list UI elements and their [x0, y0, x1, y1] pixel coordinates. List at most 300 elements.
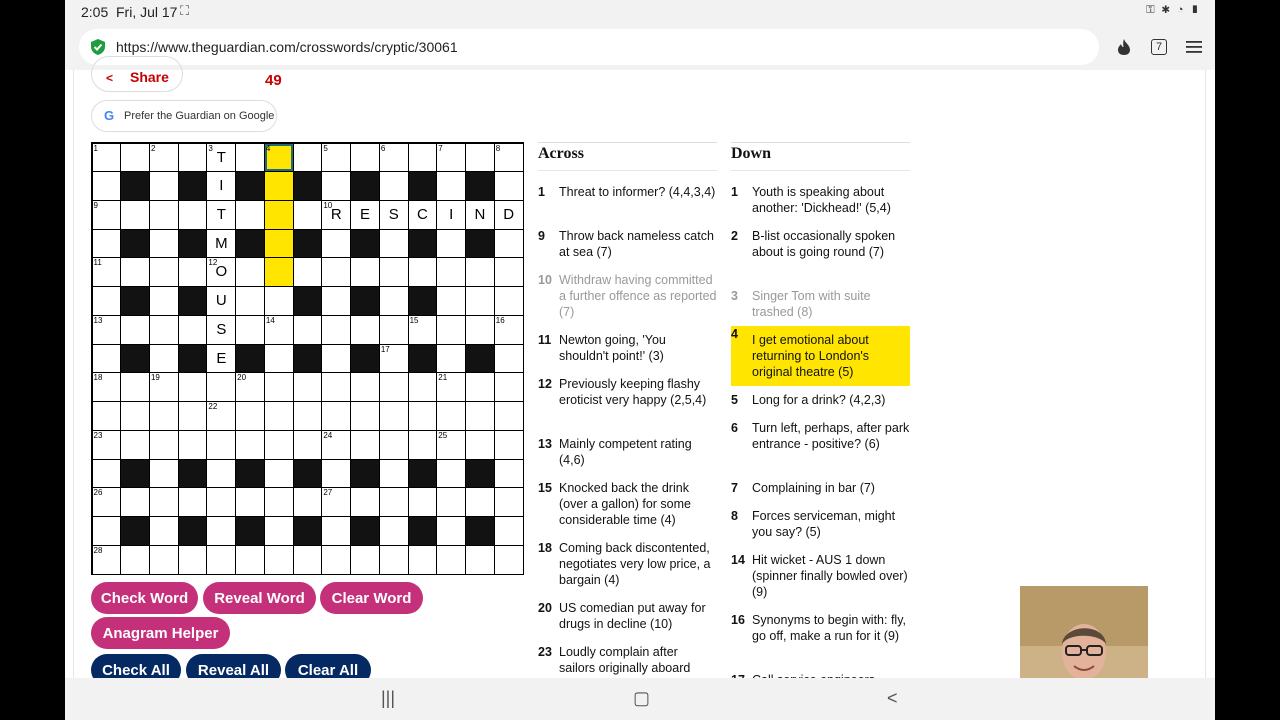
- grid-cell[interactable]: [351, 316, 379, 344]
- cell-number: 23: [93, 430, 103, 440]
- grid-cell[interactable]: [265, 258, 293, 286]
- share-label: Share: [130, 69, 169, 85]
- down-clue[interactable]: [731, 392, 910, 408]
- grid-cell[interactable]: [93, 431, 121, 459]
- grid-cell[interactable]: [265, 373, 293, 401]
- cell-letter: D: [503, 205, 515, 223]
- clue-text: US comedian put away for drugs in decline (10): [559, 601, 706, 631]
- clear-word-button[interactable]: Clear Word: [320, 582, 423, 614]
- grid-cell[interactable]: [466, 316, 494, 344]
- grid-cell[interactable]: [93, 201, 121, 229]
- cell-number: 11: [93, 258, 102, 268]
- cell-number: 2: [150, 143, 156, 153]
- grid-cell[interactable]: [322, 258, 350, 286]
- grid-cell[interactable]: [437, 172, 465, 200]
- grid-cell[interactable]: [121, 258, 149, 286]
- cell-number: 27: [323, 488, 333, 498]
- clue-text: Synonyms to begin with: fly, go off, make a run for it (9): [752, 613, 907, 643]
- cell-letter: E: [216, 349, 227, 367]
- grid-cell[interactable]: [294, 144, 322, 172]
- grid-cell[interactable]: [322, 488, 350, 516]
- grid-cell[interactable]: [93, 172, 121, 200]
- clear-all-button[interactable]: Clear All: [285, 654, 371, 686]
- grid-cell[interactable]: [93, 460, 121, 488]
- grid-cell[interactable]: [409, 402, 437, 430]
- clue-number: 14: [731, 553, 745, 567]
- grid-cell[interactable]: [466, 402, 494, 430]
- grid-cell[interactable]: [150, 172, 178, 200]
- grid-cell[interactable]: [322, 230, 350, 258]
- grid-cell[interactable]: [495, 546, 523, 574]
- flame-icon[interactable]: [1113, 36, 1135, 58]
- grid-cell[interactable]: [466, 431, 494, 459]
- grid-cell[interactable]: [207, 345, 235, 373]
- grid-cell[interactable]: [495, 345, 523, 373]
- grid-block: [351, 172, 379, 200]
- grid-cell[interactable]: [236, 373, 264, 401]
- grid-cell[interactable]: [150, 201, 178, 229]
- grid-cell[interactable]: [495, 316, 523, 344]
- grid-cell[interactable]: [207, 287, 235, 315]
- grid-cell[interactable]: [495, 230, 523, 258]
- grid-cell[interactable]: [409, 316, 437, 344]
- grid-cell[interactable]: [121, 373, 149, 401]
- grid-cell[interactable]: [466, 488, 494, 516]
- across-clue[interactable]: [538, 436, 717, 468]
- grid-cell[interactable]: [380, 230, 408, 258]
- grid-block: [121, 460, 149, 488]
- system-status-icons: ⚿ ✱ ◔ ▮: [1146, 4, 1201, 16]
- grid-cell[interactable]: [93, 402, 121, 430]
- grid-cell[interactable]: [150, 144, 178, 172]
- grid-cell[interactable]: [409, 144, 437, 172]
- grid-cell[interactable]: [236, 287, 264, 315]
- grid-cell[interactable]: [150, 546, 178, 574]
- down-clue[interactable]: [731, 612, 910, 644]
- grid-cell[interactable]: [207, 258, 235, 286]
- grid-cell[interactable]: [380, 517, 408, 545]
- clue-number: 5: [731, 393, 738, 407]
- grid-cell[interactable]: [93, 144, 121, 172]
- cell-number: 24: [323, 430, 333, 440]
- grid-cell[interactable]: [322, 402, 350, 430]
- grid-cell[interactable]: [495, 172, 523, 200]
- grid-cell[interactable]: [121, 488, 149, 516]
- grid-cell[interactable]: [466, 201, 494, 229]
- clue-text: Complaining in bar (7): [752, 481, 875, 495]
- grid-cell[interactable]: [121, 431, 149, 459]
- down-clue[interactable]: [731, 552, 910, 600]
- grid-cell[interactable]: [265, 345, 293, 373]
- grid-cell[interactable]: [150, 373, 178, 401]
- clue-text: Knocked back the drink (over a gallon) for some considerable time (4): [559, 481, 692, 527]
- cell-letter: I: [219, 177, 224, 195]
- grid-cell[interactable]: [409, 201, 437, 229]
- grid-cell[interactable]: [495, 488, 523, 516]
- grid-cell[interactable]: [351, 546, 379, 574]
- reveal-all-button[interactable]: Reveal All: [186, 654, 281, 686]
- across-clue[interactable]: [538, 332, 717, 364]
- grid-cell[interactable]: [93, 316, 121, 344]
- grid-cell[interactable]: [207, 402, 235, 430]
- back-icon[interactable]: <: [887, 688, 898, 708]
- grid-cell[interactable]: [265, 460, 293, 488]
- grid-cell[interactable]: [466, 287, 494, 315]
- across-clue[interactable]: [538, 600, 717, 632]
- clue-text: Youth is speaking about another: 'Dickhead!' (5,4): [752, 185, 891, 215]
- cell-letter: R: [330, 205, 342, 223]
- grid-cell[interactable]: [380, 316, 408, 344]
- clue-text: Hit wicket - AUS 1 down (spinner finally bowled over) (9): [752, 553, 908, 599]
- grid-block: [466, 230, 494, 258]
- tabs-icon[interactable]: 7: [1151, 39, 1167, 55]
- grid-cell[interactable]: [351, 144, 379, 172]
- grid-cell[interactable]: [294, 402, 322, 430]
- grid-cell[interactable]: [437, 345, 465, 373]
- grid-cell[interactable]: [93, 230, 121, 258]
- grid-cell[interactable]: [495, 201, 523, 229]
- grid-cell[interactable]: [322, 517, 350, 545]
- grid-cell[interactable]: [236, 201, 264, 229]
- grid-cell[interactable]: [179, 144, 207, 172]
- grid-cell[interactable]: [437, 230, 465, 258]
- grid-cell[interactable]: [294, 373, 322, 401]
- grid-cell[interactable]: [93, 287, 121, 315]
- clue-number: 1: [538, 185, 545, 199]
- cell-number: 7: [438, 143, 443, 153]
- grid-cell[interactable]: [322, 287, 350, 315]
- cell-number: 13: [93, 315, 103, 325]
- grid-cell[interactable]: [495, 373, 523, 401]
- grid-cell[interactable]: [294, 431, 322, 459]
- grid-cell[interactable]: [150, 258, 178, 286]
- grid-cell[interactable]: [150, 517, 178, 545]
- grid-cell[interactable]: [322, 172, 350, 200]
- grid-cell[interactable]: [322, 373, 350, 401]
- grid-cell[interactable]: [265, 402, 293, 430]
- grid-cell[interactable]: [437, 402, 465, 430]
- grid-cell[interactable]: [93, 258, 121, 286]
- grid-cell[interactable]: [409, 258, 437, 286]
- grid-cell[interactable]: [236, 488, 264, 516]
- grid-cell[interactable]: [380, 201, 408, 229]
- grid-cell[interactable]: [437, 258, 465, 286]
- grid-cell[interactable]: [207, 373, 235, 401]
- grid-cell[interactable]: [150, 230, 178, 258]
- clue-text: Loudly complain after sailors originally aboard: [559, 645, 691, 675]
- recent-apps-icon[interactable]: |||: [381, 688, 396, 708]
- grid-block: [121, 287, 149, 315]
- grid-cell[interactable]: [207, 431, 235, 459]
- grid-cell[interactable]: [150, 460, 178, 488]
- grid-block: [294, 517, 322, 545]
- grid-block: [409, 287, 437, 315]
- grid-cell[interactable]: [495, 287, 523, 315]
- clue-number: 10: [538, 273, 552, 287]
- grid-cell[interactable]: [265, 230, 293, 258]
- clue-text: Newton going, 'You shouldn't point!' (3): [559, 333, 666, 363]
- grid-cell[interactable]: [466, 258, 494, 286]
- grid-block: [294, 287, 322, 315]
- grid-block: [466, 517, 494, 545]
- clue-text: I get emotional about returning to London's original theatre (5): [752, 333, 870, 379]
- grid-cell[interactable]: [294, 201, 322, 229]
- grid-cell[interactable]: [150, 488, 178, 516]
- grid-cell[interactable]: [294, 488, 322, 516]
- clue-text: Long for a drink? (4,2,3): [752, 393, 886, 407]
- grid-cell[interactable]: [236, 546, 264, 574]
- grid-cell[interactable]: [380, 287, 408, 315]
- down-clue[interactable]: [731, 420, 910, 452]
- grid-cell[interactable]: [322, 345, 350, 373]
- clue-number: 23: [538, 645, 552, 659]
- grid-cell[interactable]: [179, 402, 207, 430]
- grid-cell[interactable]: [322, 546, 350, 574]
- grid-cell[interactable]: [121, 402, 149, 430]
- clue-text: Previously keeping flashy eroticist very happy (2,5,4): [559, 377, 707, 407]
- cell-letter: O: [215, 263, 228, 281]
- anagram-helper-button[interactable]: Anagram Helper: [91, 617, 230, 649]
- grid-cell[interactable]: [236, 316, 264, 344]
- grid-cell[interactable]: [495, 258, 523, 286]
- grid-cell[interactable]: [409, 546, 437, 574]
- cell-number: 19: [150, 373, 160, 383]
- across-clue[interactable]: [538, 480, 717, 528]
- cell-letter: T: [216, 148, 226, 166]
- grid-cell[interactable]: [150, 345, 178, 373]
- grid-cell[interactable]: [409, 373, 437, 401]
- cell-number: 16: [495, 315, 505, 325]
- grid-cell[interactable]: [121, 316, 149, 344]
- grid-block: [236, 172, 264, 200]
- grid-cell[interactable]: [322, 144, 350, 172]
- grid-cell[interactable]: [437, 488, 465, 516]
- grid-cell[interactable]: [294, 546, 322, 574]
- grid-cell[interactable]: [179, 316, 207, 344]
- grid-cell[interactable]: [495, 431, 523, 459]
- grid-cell[interactable]: [207, 201, 235, 229]
- grid-cell[interactable]: [236, 402, 264, 430]
- grid-cell[interactable]: [265, 172, 293, 200]
- grid-block: [121, 172, 149, 200]
- grid-cell[interactable]: [179, 546, 207, 574]
- grid-cell[interactable]: [179, 431, 207, 459]
- grid-cell[interactable]: [322, 431, 350, 459]
- down-clue[interactable]: [731, 288, 910, 320]
- grid-cell[interactable]: [93, 546, 121, 574]
- down-clue[interactable]: [731, 326, 910, 386]
- crossword-grid[interactable]: [91, 142, 524, 575]
- home-icon[interactable]: ▢: [633, 688, 651, 708]
- grid-cell[interactable]: [495, 402, 523, 430]
- grid-block: [294, 460, 322, 488]
- grid-cell[interactable]: [121, 546, 149, 574]
- grid-cell[interactable]: [207, 316, 235, 344]
- grid-cell[interactable]: [495, 144, 523, 172]
- grid-cell[interactable]: [265, 517, 293, 545]
- menu-icon[interactable]: [1183, 36, 1205, 58]
- grid-cell[interactable]: [409, 488, 437, 516]
- grid-cell[interactable]: [437, 431, 465, 459]
- clue-number: 2: [731, 229, 738, 243]
- grid-cell[interactable]: [409, 431, 437, 459]
- grid-cell[interactable]: [150, 402, 178, 430]
- grid-cell[interactable]: [466, 144, 494, 172]
- grid-cell[interactable]: [265, 431, 293, 459]
- grid-cell[interactable]: [179, 373, 207, 401]
- grid-cell[interactable]: [351, 201, 379, 229]
- grid-cell[interactable]: [380, 431, 408, 459]
- grid-cell[interactable]: [380, 345, 408, 373]
- grid-cell[interactable]: [93, 373, 121, 401]
- across-clue[interactable]: [538, 228, 717, 260]
- grid-cell[interactable]: [179, 258, 207, 286]
- check-word-button[interactable]: Check Word: [91, 582, 198, 614]
- grid-cell[interactable]: [322, 316, 350, 344]
- grid-cell[interactable]: [121, 144, 149, 172]
- across-clue[interactable]: [538, 376, 717, 408]
- grid-cell[interactable]: [351, 488, 379, 516]
- grid-cell[interactable]: [93, 345, 121, 373]
- grid-cell[interactable]: [495, 460, 523, 488]
- grid-cell[interactable]: [437, 546, 465, 574]
- cell-number: 14: [265, 315, 275, 325]
- grid-cell[interactable]: [437, 316, 465, 344]
- clue-text: Coming back discontented, negotiates very low price, a bargain (4): [559, 541, 711, 587]
- grid-cell[interactable]: [207, 546, 235, 574]
- across-heading: [538, 142, 717, 172]
- grid-cell[interactable]: [236, 258, 264, 286]
- down-clue[interactable]: [731, 228, 910, 260]
- grid-cell[interactable]: [380, 402, 408, 430]
- grid-cell[interactable]: [207, 172, 235, 200]
- grid-cell[interactable]: [437, 373, 465, 401]
- grid-cell[interactable]: [265, 287, 293, 315]
- comment-count[interactable]: 49: [265, 72, 282, 89]
- cell-number: 3: [208, 143, 213, 153]
- down-clue[interactable]: [731, 480, 910, 496]
- grid-cell[interactable]: [437, 517, 465, 545]
- cell-letter: N: [474, 205, 486, 223]
- screenshot-icon: ⛶: [180, 3, 190, 18]
- grid-cell[interactable]: [265, 144, 293, 172]
- cell-letter: M: [215, 234, 228, 252]
- address-bar[interactable]: [79, 29, 1099, 65]
- grid-cell[interactable]: [380, 546, 408, 574]
- grid-cell[interactable]: [294, 258, 322, 286]
- across-clue[interactable]: [538, 272, 717, 320]
- grid-cell[interactable]: [265, 201, 293, 229]
- grid-block: [294, 230, 322, 258]
- cell-number: 26: [93, 488, 103, 498]
- clue-text: Forces serviceman, might you say? (5): [752, 509, 896, 539]
- clue-number: 7: [731, 481, 738, 495]
- across-clue[interactable]: [538, 184, 717, 200]
- grid-cell[interactable]: [265, 546, 293, 574]
- down-clue[interactable]: [731, 508, 910, 540]
- url-text: https://www.theguardian.com/crosswords/cryptic/30061: [116, 39, 458, 55]
- across-clue[interactable]: [538, 540, 717, 588]
- grid-block: [236, 345, 264, 373]
- down-clue[interactable]: [731, 184, 910, 216]
- grid-cell[interactable]: [351, 258, 379, 286]
- grid-cell[interactable]: [380, 460, 408, 488]
- grid-cell[interactable]: [351, 402, 379, 430]
- grid-cell[interactable]: [437, 144, 465, 172]
- grid-cell[interactable]: [150, 316, 178, 344]
- grid-block: [236, 460, 264, 488]
- grid-cell[interactable]: [322, 201, 350, 229]
- grid-cell[interactable]: [121, 201, 149, 229]
- cell-number: 25: [438, 430, 448, 440]
- cell-letter: E: [359, 205, 370, 223]
- cell-number: 8: [495, 143, 501, 153]
- grid-block: [294, 172, 322, 200]
- grid-cell[interactable]: [207, 230, 235, 258]
- page-content: [65, 70, 1215, 678]
- grid-cell[interactable]: [380, 488, 408, 516]
- grid-cell[interactable]: [207, 517, 235, 545]
- grid-cell[interactable]: [207, 460, 235, 488]
- grid-cell[interactable]: [437, 201, 465, 229]
- clue-number: 3: [731, 289, 738, 303]
- grid-cell[interactable]: [93, 517, 121, 545]
- cell-number: 5: [323, 143, 328, 153]
- grid-cell[interactable]: [236, 144, 264, 172]
- cell-number: 21: [438, 373, 448, 383]
- grid-cell[interactable]: [380, 172, 408, 200]
- prefer-guardian-button[interactable]: [91, 100, 277, 132]
- grid-cell[interactable]: [437, 287, 465, 315]
- grid-cell[interactable]: [150, 287, 178, 315]
- share-button[interactable]: [91, 56, 183, 92]
- grid-cell[interactable]: [380, 258, 408, 286]
- grid-cell[interactable]: [437, 460, 465, 488]
- grid-cell[interactable]: [179, 488, 207, 516]
- grid-cell[interactable]: [265, 488, 293, 516]
- grid-cell[interactable]: [380, 373, 408, 401]
- cell-number: 12: [208, 258, 218, 268]
- grid-cell[interactable]: [495, 517, 523, 545]
- clue-text: B-list occasionally spoken about is going round (7): [752, 229, 896, 259]
- grid-block: [179, 230, 207, 258]
- grid-cell[interactable]: [150, 431, 178, 459]
- grid-cell[interactable]: [265, 316, 293, 344]
- cell-letter: U: [215, 292, 227, 310]
- clue-number: 1: [731, 185, 738, 199]
- cell-letter: S: [216, 320, 227, 338]
- reveal-word-button[interactable]: Reveal Word: [203, 582, 316, 614]
- grid-cell[interactable]: [466, 546, 494, 574]
- grid-cell[interactable]: [466, 373, 494, 401]
- grid-cell[interactable]: [179, 201, 207, 229]
- grid-block: [351, 460, 379, 488]
- grid-cell[interactable]: [236, 431, 264, 459]
- grid-cell[interactable]: [93, 488, 121, 516]
- grid-cell[interactable]: [351, 373, 379, 401]
- grid-cell[interactable]: [380, 144, 408, 172]
- cell-number: 1: [93, 143, 98, 153]
- grid-cell[interactable]: [351, 431, 379, 459]
- share-icon: <: [106, 71, 114, 85]
- grid-block: [409, 230, 437, 258]
- grid-cell[interactable]: [207, 144, 235, 172]
- grid-cell[interactable]: [322, 460, 350, 488]
- grid-cell[interactable]: [207, 488, 235, 516]
- check-all-button[interactable]: Check All: [91, 654, 181, 686]
- grid-block: [179, 172, 207, 200]
- grid-cell[interactable]: [294, 316, 322, 344]
